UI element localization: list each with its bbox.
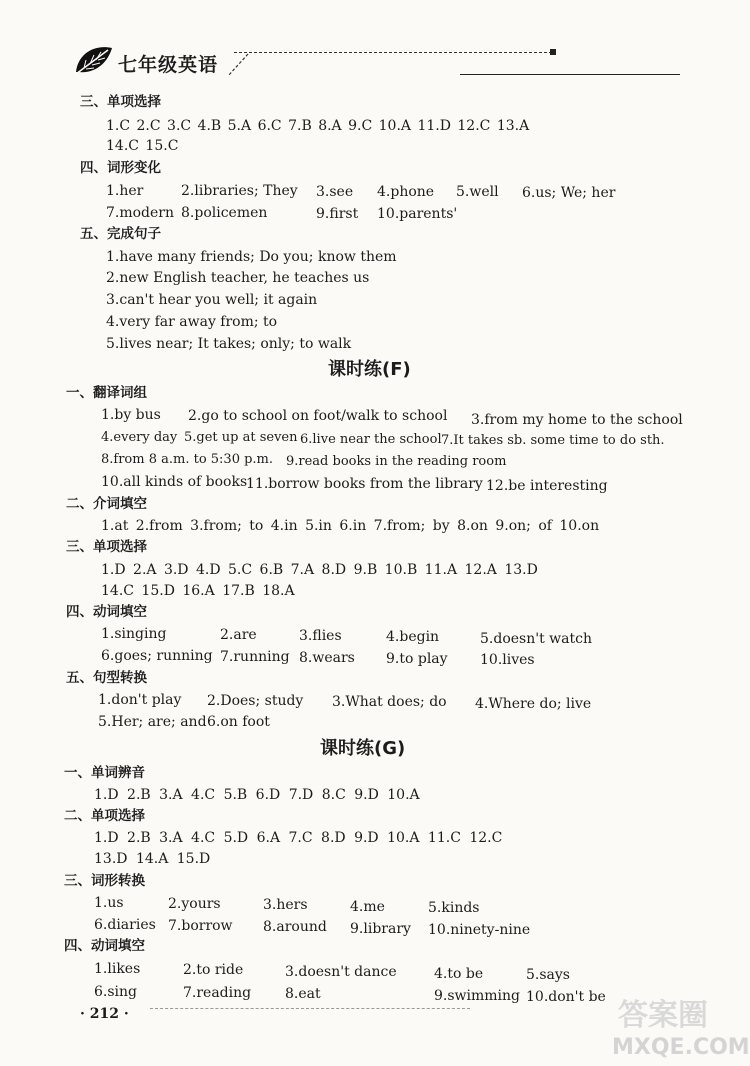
answer: 10.all kinds of books xyxy=(101,474,248,490)
answer: 1.by bus xyxy=(101,407,161,423)
section-heading: 四、动词填空 xyxy=(66,604,147,620)
answer: 11.borrow books from the library xyxy=(246,476,483,492)
answer: 6.live near the school xyxy=(300,432,442,447)
answer: 6.goes; running xyxy=(101,648,213,664)
answer: 2.to ride xyxy=(183,962,244,978)
answer: 6.on foot xyxy=(207,714,270,730)
section-heading: 三、词形转换 xyxy=(64,873,145,889)
answer: 3.flies xyxy=(299,628,342,644)
answer: 2.go to school on foot/walk to school xyxy=(188,408,448,424)
answer: 7.modern xyxy=(106,205,175,221)
answer: 2.libraries; They xyxy=(181,183,298,199)
section-heading: 二、介词填空 xyxy=(66,496,147,512)
answer-line: 14.C 15.D 16.A 17.B 18.A xyxy=(101,583,295,599)
answer: 4.Where do; live xyxy=(475,696,592,712)
answer: 1.have many friends; Do you; know them xyxy=(106,249,397,265)
answer: 5.well xyxy=(456,184,499,200)
answer: 9.library xyxy=(350,921,411,937)
answer: 7.borrow xyxy=(168,918,233,934)
leaf-icon xyxy=(72,42,116,78)
answer: 3.from my home to the school xyxy=(471,412,683,428)
answer: 3.doesn't dance xyxy=(285,964,397,980)
section-heading: 三、单项选择 xyxy=(66,539,147,555)
section-heading: 五、完成句子 xyxy=(80,226,161,242)
answer: 6.sing xyxy=(94,984,137,1000)
answer: 10.parents' xyxy=(377,206,458,222)
answer: 7.It takes sb. some time to do sth. xyxy=(441,433,665,448)
section-heading: 五、句型转换 xyxy=(66,670,147,686)
answer: 3.What does; do xyxy=(332,694,447,710)
answer: 1.us xyxy=(94,895,124,911)
answer: 1.don't play xyxy=(98,692,182,708)
answer: 2.new English teacher, he teaches us xyxy=(106,270,370,286)
answer: 8.policemen xyxy=(181,205,268,221)
header-dashed-rule xyxy=(234,52,552,53)
answer: 5.get up at seven xyxy=(184,430,298,445)
answer: 5.doesn't watch xyxy=(480,631,592,647)
section-heading: 四、词形变化 xyxy=(80,160,161,176)
answer: 9.swimming xyxy=(434,988,521,1004)
watermark-url: MXQE.COM xyxy=(612,1035,750,1060)
answer-line: 13.D 14.A 15.D xyxy=(94,851,211,867)
answer: 7.reading xyxy=(183,985,252,1001)
answer: 2.are xyxy=(220,627,257,643)
answer: 1.likes xyxy=(94,961,141,977)
header-title: 七年级英语 xyxy=(118,54,219,76)
answer: 9.first xyxy=(316,206,359,222)
lesson-title: 课时练(G) xyxy=(320,738,406,759)
answer: 4.phone xyxy=(377,184,435,200)
answer: 4.very far away from; to xyxy=(106,314,278,330)
footer-dashed-rule xyxy=(150,1008,470,1009)
answer-line: 1.at 2.from 3.from; to 4.in 5.in 6.in 7.from; by 8.on 9.on; of 10.on xyxy=(101,518,600,534)
answer: 9.read books in the reading room xyxy=(286,454,507,469)
header-rule-end xyxy=(550,49,556,55)
header-slant-line xyxy=(222,52,252,78)
answer: 3.hers xyxy=(263,897,308,913)
header-solid-rule xyxy=(460,74,680,75)
answer: 3.see xyxy=(316,184,354,200)
answer: 12.be interesting xyxy=(486,478,608,494)
page-header xyxy=(72,42,682,82)
answer: 2.Does; study xyxy=(207,693,304,709)
answer: 8.eat xyxy=(285,986,321,1002)
answer-line: 1.D 2.A 3.D 4.D 5.C 6.B 7.A 8.D 9.B 10.B 11.A 12.A 13.D xyxy=(101,562,538,578)
answer: 5.lives near; It takes; only; to walk xyxy=(106,336,352,352)
answer-line: 1.D 2.B 3.A 4.C 5.D 6.A 7.C 8.D 9.D 10.A 11.C 12.C xyxy=(94,830,503,846)
answer: 3.can't hear you well; it again xyxy=(106,292,318,308)
answer-line: 14.C 15.C xyxy=(106,138,179,154)
answer: 5.kinds xyxy=(428,900,480,916)
section-heading: 二、单项选择 xyxy=(64,808,145,824)
answer: 4.to be xyxy=(434,966,484,982)
answer: 10.lives xyxy=(480,652,535,668)
answer: 4.begin xyxy=(386,629,440,645)
answer: 8.around xyxy=(263,919,327,935)
answer: 9.to play xyxy=(386,651,448,667)
answer: 1.her xyxy=(106,183,144,199)
answer: 6.us; We; her xyxy=(522,185,616,201)
page-number: · 212 · xyxy=(80,1006,129,1022)
watermark-text: 答案圈 xyxy=(618,998,708,1033)
section-heading: 三、单项选择 xyxy=(80,94,161,110)
answer: 5.Her; are; and xyxy=(98,714,207,730)
answer: 4.me xyxy=(350,899,385,915)
answer: 10.don't be xyxy=(526,989,606,1005)
answer: 6.diaries xyxy=(94,917,156,933)
lesson-title: 课时练(F) xyxy=(328,359,411,380)
answer: 10.ninety-nine xyxy=(428,922,531,938)
answer: 8.from 8 a.m. to 5:30 p.m. xyxy=(101,452,274,467)
answer: 7.running xyxy=(220,649,290,665)
section-heading: 四、动词填空 xyxy=(64,938,145,954)
section-heading: 一、翻译词组 xyxy=(66,385,147,401)
answer: 2.yours xyxy=(168,896,221,912)
answer: 8.wears xyxy=(299,650,355,666)
answer: 4.every day xyxy=(101,430,178,445)
answer-line: 1.D 2.B 3.A 4.C 5.B 6.D 7.D 8.C 9.D 10.A xyxy=(94,787,420,803)
answer: 5.says xyxy=(526,967,570,983)
answer-line: 1.C 2.C 3.C 4.B 5.A 6.C 7.B 8.A 9.C 10.A 11.D 12.C 13.A xyxy=(106,118,530,134)
section-heading: 一、单词辨音 xyxy=(64,765,145,781)
answer: 1.singing xyxy=(101,626,167,642)
